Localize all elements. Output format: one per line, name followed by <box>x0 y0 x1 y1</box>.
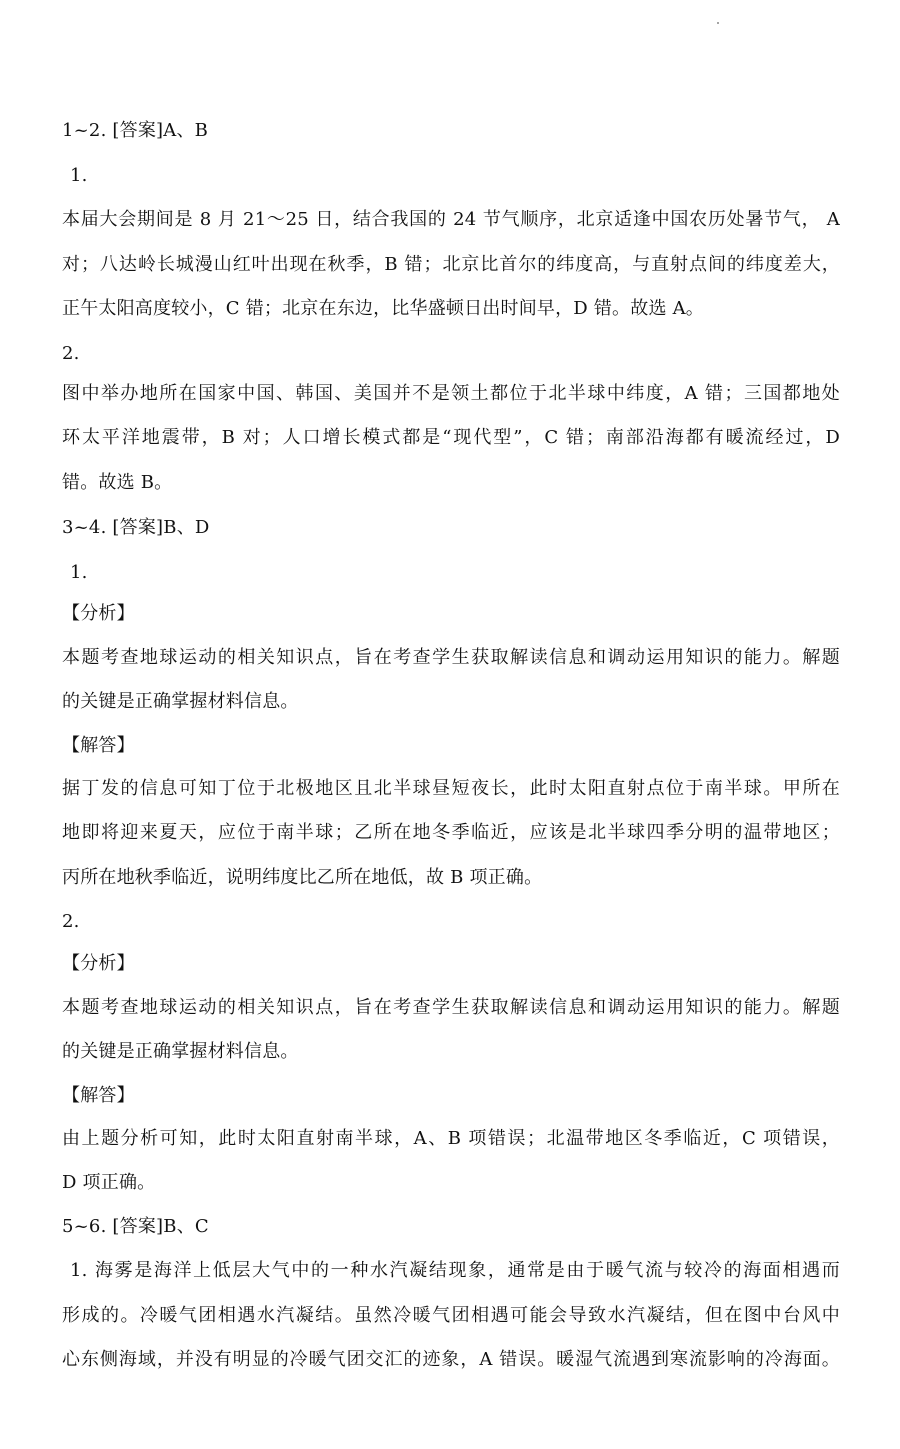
paragraph-line: 的关键是正确掌握材料信息。 <box>62 691 299 712</box>
sub-question-number: 1. <box>70 165 88 186</box>
paragraph-line: 错。故选 B。 <box>62 472 173 493</box>
paragraph-line: 由上题分析可知，此时太阳直射南半球，A、B 项错误；北温带地区冬季临近，C 项错误， <box>62 1128 840 1149</box>
sub-question-number: 2. <box>62 911 80 932</box>
answer-heading-3-4: 3~4. [答案]B、D <box>62 517 210 538</box>
paragraph-line: D 项正确。 <box>62 1172 156 1193</box>
paragraph-line: 1. 海雾是海洋上低层大气中的一种水汽凝结现象，通常是由于暖气流与较冷的海面相遇而 <box>70 1260 840 1281</box>
paragraph-line: 地即将迎来夏天，应位于南半球；乙所在地冬季临近，应该是北半球四季分明的温带地区； <box>62 822 840 843</box>
paragraph-line: 丙所在地秋季临近，说明纬度比乙所在地低，故 B 项正确。 <box>62 867 543 888</box>
answer-heading-1-2: 1~2. [答案]A、B <box>62 120 209 141</box>
paragraph-line: 形成的。冷暖气团相遇水汽凝结。虽然冷暖气团相遇可能会导致水汽凝结，但在图中台风中 <box>62 1305 840 1326</box>
paragraph-line: 环太平洋地震带，B 对；人口增长模式都是“现代型”，C 错；南部沿海都有暖流经过，D <box>62 427 840 448</box>
section-label-solution: 【解答】 <box>62 735 135 756</box>
paragraph-line: 心东侧海域，并没有明显的冷暖气团交汇的迹象，A 错误。暖湿气流遇到寒流影响的冷海面。 <box>62 1349 840 1370</box>
paragraph-line: 本届大会期间是 8 月 21～25 日，结合我国的 24 节气顺序，北京适逢中国农历处暑节气， A <box>62 209 840 230</box>
paragraph-line: 本题考查地球运动的相关知识点，旨在考查学生获取解读信息和调动运用知识的能力。解题 <box>62 647 840 668</box>
paragraph-line: 图中举办地所在国家中国、韩国、美国并不是领土都位于北半球中纬度，A 错；三国都地处 <box>62 383 840 404</box>
section-label-solution: 【解答】 <box>62 1085 135 1106</box>
paragraph-line: 正午太阳高度较小，C 错；北京在东边，比华盛顿日出时间早，D 错。故选 A。 <box>62 298 704 319</box>
section-label-analysis: 【分析】 <box>62 603 135 624</box>
paragraph-line: 据丁发的信息可知丁位于北极地区且北半球昼短夜长，此时太阳直射点位于南半球。甲所在 <box>62 778 840 799</box>
sub-question-number: 1. <box>70 562 88 583</box>
paragraph-line: 本题考查地球运动的相关知识点，旨在考查学生获取解读信息和调动运用知识的能力。解题 <box>62 997 840 1018</box>
section-label-analysis: 【分析】 <box>62 953 135 974</box>
sub-question-number: 2. <box>62 343 80 364</box>
scan-dot <box>717 22 719 24</box>
answer-heading-5-6: 5~6. [答案]B、C <box>62 1216 209 1237</box>
paragraph-line: 对；八达岭长城漫山红叶出现在秋季，B 错；北京比首尔的纬度高，与直射点间的纬度差大， <box>62 254 840 275</box>
paragraph-line: 的关键是正确掌握材料信息。 <box>62 1041 299 1062</box>
